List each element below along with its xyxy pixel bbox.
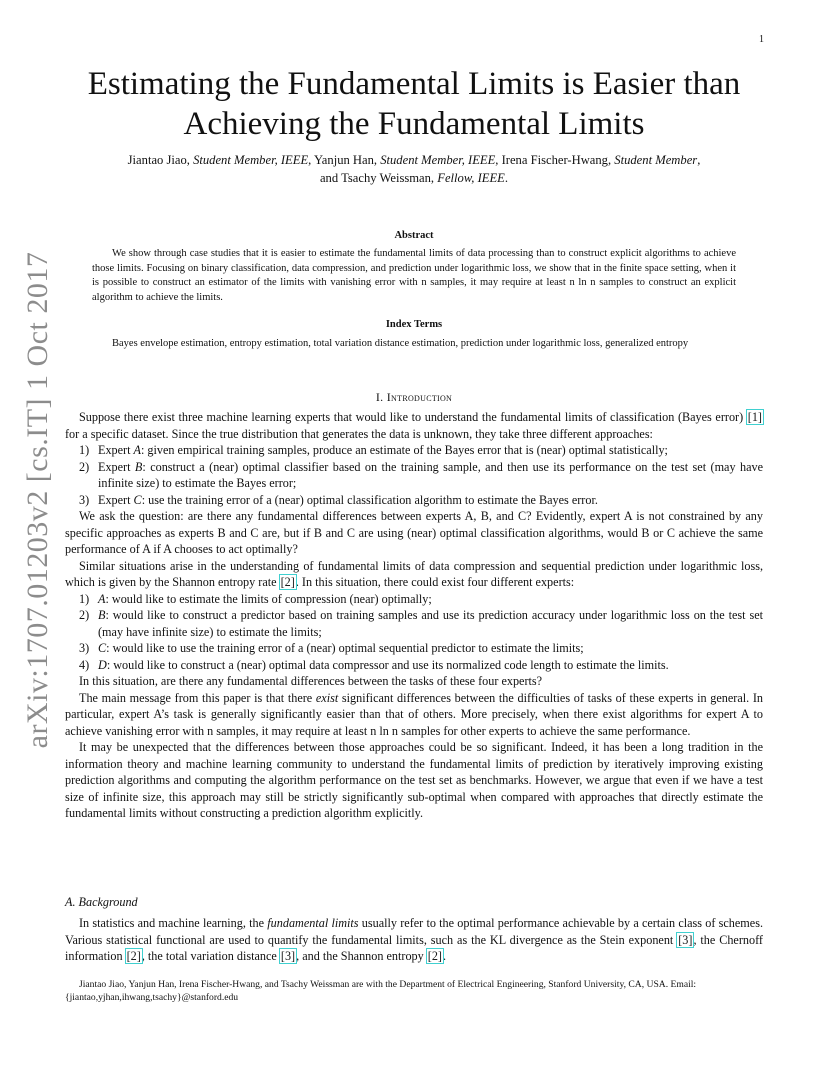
section-heading-introduction xyxy=(0,390,828,405)
list-text: : construct a (near) optimal classifier based on the training sample, and then use its performance on the test set (may have infinite size) to estimate the Bayes error; xyxy=(98,459,763,490)
author-3-role: Student Member xyxy=(614,153,698,167)
list-item xyxy=(65,492,763,509)
paragraph-7-text-f: . xyxy=(443,949,447,963)
list-text: : would like to use the training error of a (near) optimal sequential predictor to estimate the limits; xyxy=(106,641,584,655)
author-affiliation-footnote: Jiantao Jiao, Yanjun Han, Irena Fischer-Hwang, and Tsachy Weissman are with the Department of Electrical Engineering, Stanford University, CA, USA. Email: {jiantao,yjhan,ihwang,tsachy}@stanford.edu xyxy=(65,979,697,1003)
author-4: and Tsachy Weissman, xyxy=(319,171,435,185)
list-text: : would like to construct a predictor based on training samples and use its prediction accuracy under logarithmic loss on the test set (may have infinite size) to estimate the limits; xyxy=(98,608,763,639)
citation-link[interactable]: [3] xyxy=(678,932,693,947)
list-number: 2) xyxy=(79,459,90,474)
math-variable: B xyxy=(98,608,106,622)
section-title: Introduction xyxy=(386,390,453,404)
list-number: 1) xyxy=(79,591,90,606)
list-number: 4) xyxy=(79,657,90,672)
author-2: , Yanjun Han, xyxy=(308,153,378,167)
paragraph-1 xyxy=(65,409,763,442)
author-1-role: Student Member, IEEE xyxy=(193,153,309,167)
arxiv-identifier-stamp: arXiv:1707.01203v2 [cs.IT] 1 Oct 2017 xyxy=(21,251,54,749)
paragraph-5-text-a: The main message from this paper is that there xyxy=(79,690,316,705)
paragraph-7-text-b: usually refer to the optimal performance achievable by a certain class of schemes. Various statistical functional are used to quantify the fundamental limits, such as the KL divergence as the Stein exponent xyxy=(65,916,763,947)
author-list xyxy=(60,151,768,187)
author-2-role: Student Member, IEEE xyxy=(380,153,496,167)
paragraph-3-text-a: Similar situations arise in the understanding of fundamental limits of data compression and sequential prediction under logarithmic loss, which is given by the Shannon entropy rate xyxy=(65,558,763,589)
math-variable: C xyxy=(98,641,107,655)
introduction-body xyxy=(65,409,763,822)
emphasis: exist xyxy=(315,690,339,705)
author-4-role: Fellow, IEEE xyxy=(437,171,505,185)
subsection-heading-background: A. Background xyxy=(65,895,138,909)
list-number: 3) xyxy=(79,641,90,655)
index-terms-heading: Index Terms xyxy=(385,319,443,330)
paragraph-1-text-b: for a specific dataset. Since the true distribution that generates the data is unknown, they take three different approaches: xyxy=(65,426,653,441)
list-text: : given empirical training samples, produce an estimate of the Bayes error that is (near) optimal statistically; xyxy=(141,443,668,457)
paragraph-3-text-b: . In this situation, there could exist four different experts: xyxy=(295,575,575,589)
math-variable: A xyxy=(98,591,106,606)
list-text: : use the training error of a (near) optimal classification algorithm to estimate the Bayes error. xyxy=(141,492,598,507)
index-terms-body: Bayes envelope estimation, entropy estimation, total variation distance estimation, prediction under logarithmic loss, generalized entropy xyxy=(112,338,689,349)
paragraph-3 xyxy=(65,558,763,591)
author-4-end: . xyxy=(504,171,509,185)
paragraph-5 xyxy=(65,690,763,740)
paragraph-7-text-d: , the total variation distance xyxy=(141,949,280,963)
author-3: , Irena Fischer-Hwang, xyxy=(495,153,612,167)
emphasis: fundamental limits xyxy=(267,916,359,930)
citation-link[interactable]: [3] xyxy=(280,949,296,963)
paragraph-7-text-e: , and the Shannon entropy xyxy=(296,949,427,963)
paragraph-7 xyxy=(65,915,763,965)
list-number: 3) xyxy=(79,492,90,507)
paragraph-7-text-c: , the Chernoff information xyxy=(65,932,763,963)
abstract-body: We show through case studies that it is easier to estimate the fundamental limits of data processing than to construct explicit algorithms to achieve those limits. Focusing on binary classification, data compression, and prediction under logarithmic loss, we show that in the finite space setting, when it is possible to construct an estimator of the limits with vanishing error with n samples, it may require at least n ln n samples to construct an explicit algorithm to achieve the limits. xyxy=(92,248,736,303)
math-variable: A xyxy=(133,443,141,457)
citation-link[interactable]: [2] xyxy=(126,949,141,963)
paragraph-6: It may be unexpected that the differences between those approaches could be so significant. Indeed, it has been a long tradition in the information theory and machine learning community to understand the fundamental limits of prediction by iteratively improving existing prediction algorithms and computing the algorithm performance on the test set as benchmarks. However, we argue that even if we have a test size of infinite size, this approach may still be strictly significantly sub-optimal when compared with approaches that directly estimate the fundamental limits without constructing a prediction algorithm explicitly. xyxy=(65,740,763,820)
page-number: 1 xyxy=(759,34,764,45)
abstract-heading: Abstract xyxy=(394,230,434,241)
background-body xyxy=(65,915,763,965)
list-item xyxy=(65,640,763,657)
citation-link[interactable]: [1] xyxy=(747,410,762,424)
list-text: : would like to estimate the limits of compression (near) optimally; xyxy=(105,591,432,606)
title-line-2: Achieving the Fundamental Limits xyxy=(183,106,645,142)
list-prefix: Expert xyxy=(98,492,134,507)
title-line-1: Estimating the Fundamental Limits is Easier than xyxy=(87,66,741,102)
list-item xyxy=(65,459,763,492)
list-item xyxy=(65,657,763,674)
list-prefix: Expert xyxy=(98,459,135,474)
author-1: Jiantao Jiao, xyxy=(127,153,190,167)
math-variable: D xyxy=(98,657,107,672)
paragraph-5-text-b: significant differences between the difficulties of tasks of these experts in general. In particular, expert A’s task is generally significantly easier than that of others. More precisely, when there exist algorithms for expert A to achieve vanishing error with n samples, it may require at least n ln n samples for other experts to achieve the same performance. xyxy=(65,690,763,738)
list-number: 1) xyxy=(79,443,90,457)
author-3-end: , xyxy=(697,153,701,167)
math-variable: C xyxy=(133,492,142,507)
list-item xyxy=(65,442,763,459)
paragraph-2: We ask the question: are there any fundamental differences between experts A, B, and C? Evidently, expert A is not constrained by any specific approaches as experts B and C are, but if B and C are using (near) optimal classification algorithms, would B or C achieve the same performance of A if A chooses to act optimally? xyxy=(65,509,763,556)
paragraph-1-text-a: Suppose there exist three machine learning experts that would like to understand the fundamental limits of classification (Bayes error) xyxy=(79,410,747,424)
list-text: : would like to construct a (near) optimal data compressor and use its normalized code length to estimate the limits. xyxy=(106,657,669,672)
paper-title xyxy=(60,64,768,144)
paragraph-4: In this situation, are there any fundamental differences between the tasks of these four experts? xyxy=(79,674,543,688)
citation-link[interactable]: [2] xyxy=(427,949,442,963)
section-numeral: I. xyxy=(375,390,387,404)
citation-link[interactable]: [2] xyxy=(280,575,295,589)
list-prefix: Expert xyxy=(98,443,134,457)
list-item xyxy=(65,591,763,608)
list-number: 2) xyxy=(79,608,90,622)
paragraph-7-text-a: In statistics and machine learning, the xyxy=(79,916,268,930)
math-variable: B xyxy=(134,459,143,474)
list-item xyxy=(65,607,763,640)
